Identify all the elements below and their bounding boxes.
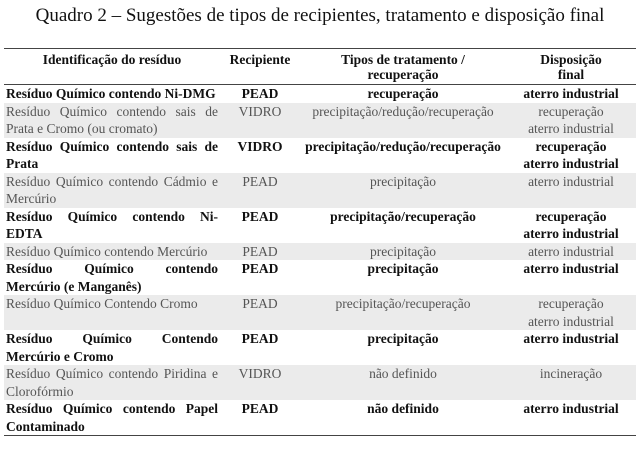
cell-recipiente: PEAD (241, 401, 279, 416)
cell-disposicao (506, 138, 636, 173)
cell-residuo: Resíduo Químico contendo Piridina e Clorofórmio (6, 366, 218, 399)
cell-disposicao-line: aterro industrial (523, 331, 619, 346)
header-disposicao-line: Disposição (540, 52, 602, 67)
header-row (4, 49, 636, 85)
table-row (4, 365, 636, 400)
table-caption: Quadro 2 – Sugestões de tipos de recipientes, tratamento e disposição final (35, 5, 605, 26)
cell-residuo: Resíduo Químico contendo Cádmio e Mercúrio (6, 173, 218, 206)
table-row (4, 260, 636, 295)
cell-disposicao-line: recuperação (538, 103, 604, 119)
table-row (4, 243, 636, 261)
table-row (4, 295, 636, 330)
table-row (4, 173, 636, 208)
cell-disposicao-line: aterro industrial (523, 86, 619, 101)
cell-recipiente: PEAD (241, 208, 279, 224)
cell-disposicao (506, 400, 636, 436)
cell-disposicao-line: aterro industrial (528, 121, 614, 136)
cell-tratamento: precipitação/recuperação (300, 295, 506, 330)
cell-residuo: Resíduo Químico contendo Papel Contaminado (6, 401, 218, 434)
cell-disposicao (506, 243, 636, 261)
cell-disposicao-line: aterro industrial (523, 261, 619, 276)
cell-disposicao-line: aterro industrial (523, 156, 619, 171)
cell-disposicao-line: aterro industrial (523, 226, 619, 241)
cell-disposicao-line: aterro industrial (528, 243, 614, 259)
cell-disposicao (506, 103, 636, 138)
cell-tratamento: precipitação/redução/recuperação (300, 103, 506, 138)
cell-residuo: Resíduo Químico contendo Ni-DMG (6, 86, 216, 101)
header-tratamento-line: Tipos de tratamento / (341, 52, 465, 67)
cell-residuo: Resíduo Químico Contendo Cromo (4, 295, 220, 330)
cell-tratamento: precipitação (300, 173, 506, 208)
cell-disposicao-line: incineração (539, 366, 603, 381)
cell-residuo: Resíduo Químico Contendo Mercúrio e Cromo (6, 331, 218, 364)
cell-tratamento: precipitação/recuperação (330, 208, 476, 224)
table-row (4, 400, 636, 436)
table-row (4, 85, 636, 103)
cell-tratamento: precipitação (367, 261, 439, 276)
cell-tratamento: precipitação (367, 331, 439, 346)
cell-recipiente: PEAD (241, 331, 279, 346)
table-row (4, 103, 636, 138)
cell-tratamento: não definido (367, 401, 439, 416)
header-recipiente: Recipiente (220, 49, 300, 85)
cell-disposicao-line: recuperação (535, 208, 607, 224)
cell-recipiente: VIDRO (220, 365, 300, 400)
cell-disposicao (506, 260, 636, 295)
header-residuo: Identificação do resíduo (4, 49, 220, 85)
cell-disposicao-line: aterro industrial (523, 401, 619, 416)
cell-recipiente: VIDRO (220, 103, 300, 138)
cell-residuo: Resíduo Químico contendo sais de Prata e Cromo (ou cromato) (6, 103, 218, 136)
table-row (4, 208, 636, 243)
table-body (4, 85, 636, 436)
cell-recipiente: PEAD (220, 173, 300, 208)
cell-residuo: Resíduo Químico contendo Ni-EDTA (6, 208, 218, 241)
table-row (4, 138, 636, 173)
cell-disposicao (506, 295, 636, 330)
cell-disposicao (506, 365, 636, 400)
cell-disposicao-line: aterro industrial (528, 173, 614, 189)
cell-residuo: Resíduo Químico contendo Mercúrio (4, 243, 220, 261)
cell-disposicao (506, 85, 636, 103)
header-tratamento (300, 49, 506, 85)
cell-residuo: Resíduo Químico contendo Mercúrio (e Manganês) (6, 261, 218, 294)
cell-tratamento: recuperação (367, 86, 439, 101)
cell-residuo: Resíduo Químico contendo sais de Prata (6, 138, 218, 171)
cell-recipiente: PEAD (220, 295, 300, 330)
header-disposicao-line: final (557, 67, 585, 82)
cell-disposicao-line: aterro industrial (528, 313, 614, 329)
header-disposicao (506, 49, 636, 85)
cell-disposicao (506, 330, 636, 365)
waste-table (4, 48, 636, 436)
cell-disposicao-line: recuperação (538, 296, 604, 311)
cell-disposicao-line: recuperação (535, 138, 607, 154)
cell-recipiente: PEAD (241, 86, 279, 101)
cell-recipiente: VIDRO (237, 138, 283, 154)
cell-tratamento: não definido (300, 365, 506, 400)
cell-disposicao (506, 208, 636, 243)
cell-recipiente: PEAD (220, 243, 300, 261)
table-row (4, 330, 636, 365)
cell-disposicao (506, 173, 636, 208)
cell-tratamento: precipitação (300, 243, 506, 261)
cell-recipiente: PEAD (241, 261, 279, 276)
cell-tratamento: precipitação/redução/recuperação (305, 138, 501, 154)
header-tratamento-line: recuperação (367, 67, 439, 82)
